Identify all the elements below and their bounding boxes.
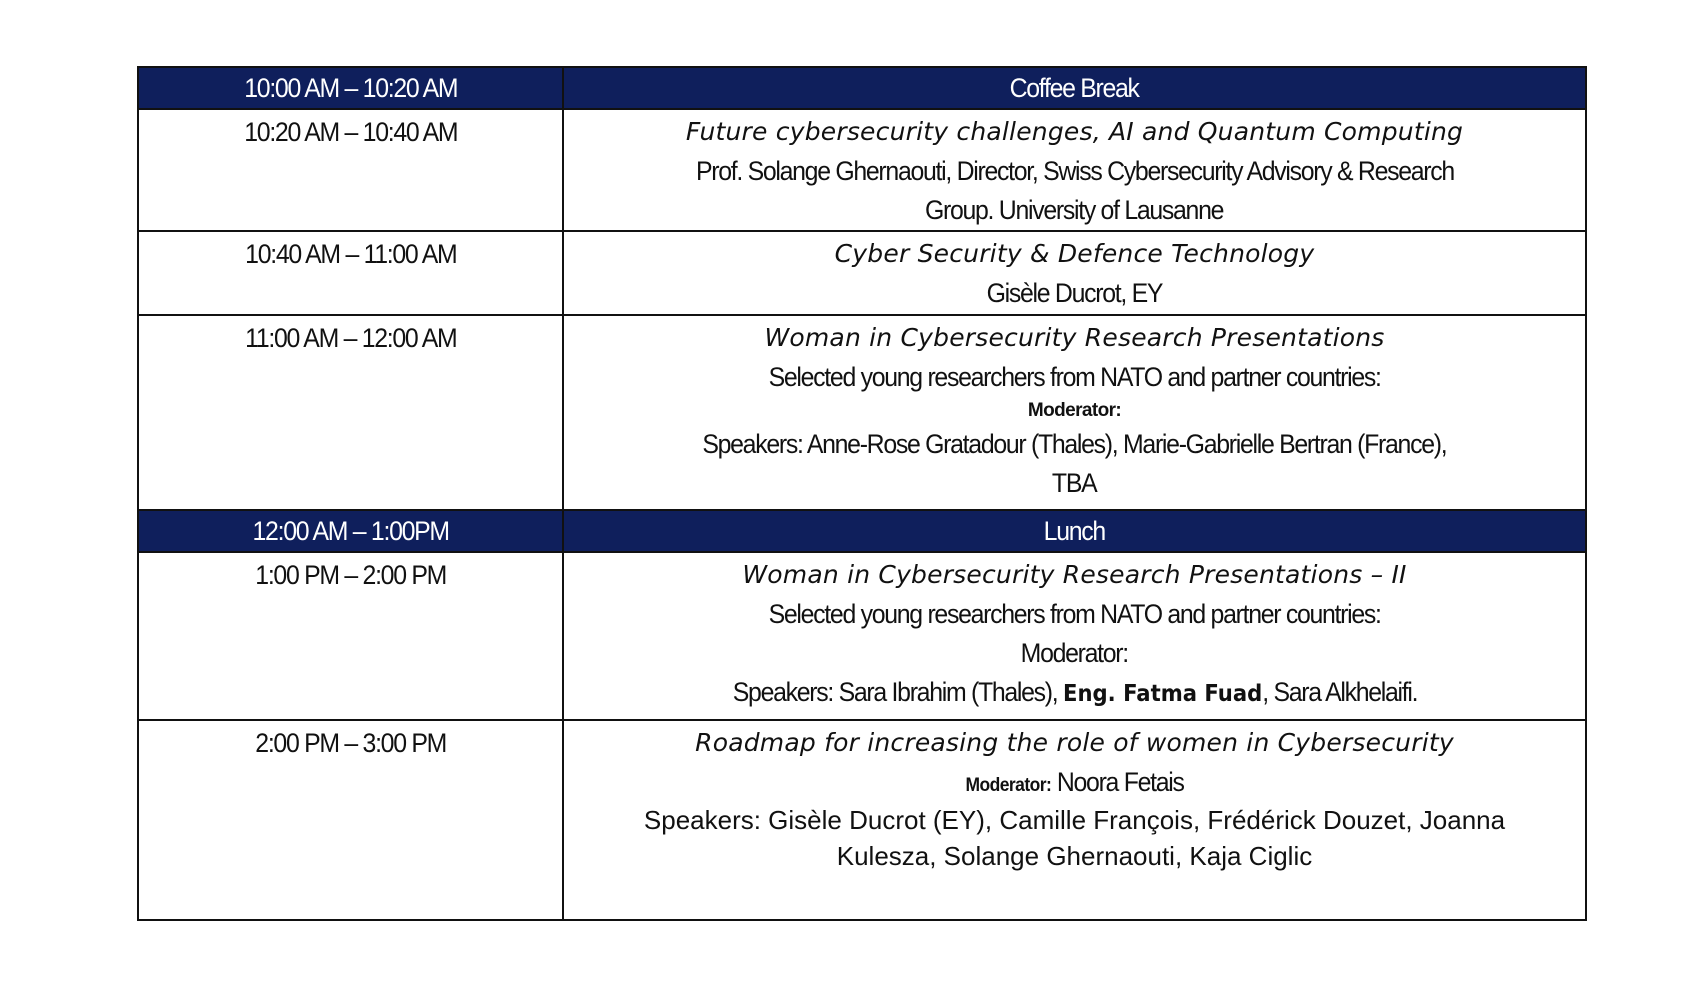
agenda-row-lunch bbox=[138, 510, 1586, 552]
time-text: 10:00 AM – 10:20 AM bbox=[243, 72, 458, 103]
session-cell bbox=[563, 109, 1586, 231]
time-cell bbox=[138, 109, 563, 231]
session-cell bbox=[563, 231, 1586, 315]
speakers-line: Kulesza, Solange Ghernaouti, Kaja Ciglic bbox=[836, 841, 1313, 871]
speakers-line bbox=[732, 673, 1416, 714]
agenda-table bbox=[137, 66, 1587, 921]
speakers-text: , Sara Alkhelaifi. bbox=[1261, 677, 1417, 707]
time-text: 10:20 AM – 10:40 AM bbox=[243, 117, 458, 147]
agenda-row bbox=[138, 231, 1586, 315]
moderator-line bbox=[965, 763, 1183, 802]
session-cell bbox=[563, 720, 1586, 920]
description-line: Selected young researchers from NATO and partner countries: bbox=[768, 599, 1381, 629]
agenda-row-coffee-break bbox=[138, 67, 1586, 109]
time-cell bbox=[138, 510, 563, 552]
time-cell bbox=[138, 315, 563, 510]
time-cell bbox=[138, 67, 563, 109]
break-label: Lunch bbox=[1043, 515, 1106, 546]
session-title: Woman in Cybersecurity Research Presentations bbox=[764, 323, 1385, 352]
moderator-label: Moderator: bbox=[1027, 400, 1122, 421]
session-title: Future cybersecurity challenges, AI and Quantum Computing bbox=[685, 117, 1464, 146]
speaker-line: Prof. Solange Ghernaouti, Director, Swiss Cybersecurity Advisory & Research bbox=[695, 156, 1454, 186]
break-label: Coffee Break bbox=[1009, 72, 1140, 103]
time-text: 12:00 AM – 1:00PM bbox=[252, 515, 449, 546]
speaker-line: Group. University of Lausanne bbox=[925, 195, 1224, 225]
moderator-name: Noora Fetais bbox=[1051, 767, 1184, 797]
time-cell bbox=[138, 552, 563, 720]
speakers-line: Speakers: Gisèle Ducrot (EY), Camille François, Frédérick Douzet, Joanna bbox=[643, 805, 1506, 835]
session-cell bbox=[563, 315, 1586, 510]
speakers-line: Speakers: Anne-Rose Gratadour (Thales), Marie-Gabrielle Bertran (France), bbox=[702, 429, 1447, 459]
moderator-label: Moderator: bbox=[965, 775, 1052, 796]
agenda-row bbox=[138, 315, 1586, 510]
session-cell bbox=[563, 510, 1586, 552]
speakers-line: TBA bbox=[1052, 468, 1097, 498]
agenda-row bbox=[138, 109, 1586, 231]
moderator-label: Moderator: bbox=[1020, 638, 1129, 668]
speaker-highlight: Eng. Fatma Fuad bbox=[1062, 681, 1262, 707]
speakers-text: Speakers: Sara Ibrahim (Thales), bbox=[732, 677, 1063, 707]
time-cell bbox=[138, 720, 563, 920]
agenda-row bbox=[138, 552, 1586, 720]
time-text: 10:40 AM – 11:00 AM bbox=[244, 239, 457, 269]
session-cell bbox=[563, 552, 1586, 720]
session-title: Roadmap for increasing the role of women in Cybersecurity bbox=[695, 728, 1454, 757]
time-cell bbox=[138, 231, 563, 315]
time-text: 1:00 PM – 2:00 PM bbox=[255, 560, 446, 590]
session-title: Woman in Cybersecurity Research Presentations – II bbox=[742, 560, 1407, 589]
session-cell bbox=[563, 67, 1586, 109]
speaker-line: Gisèle Ducrot, EY bbox=[986, 278, 1163, 308]
agenda-row bbox=[138, 720, 1586, 920]
time-text: 2:00 PM – 3:00 PM bbox=[255, 728, 446, 758]
time-text: 11:00 AM – 12:00 AM bbox=[244, 323, 457, 353]
description-line: Selected young researchers from NATO and partner countries: bbox=[768, 362, 1381, 392]
session-title: Cyber Security & Defence Technology bbox=[834, 239, 1315, 268]
